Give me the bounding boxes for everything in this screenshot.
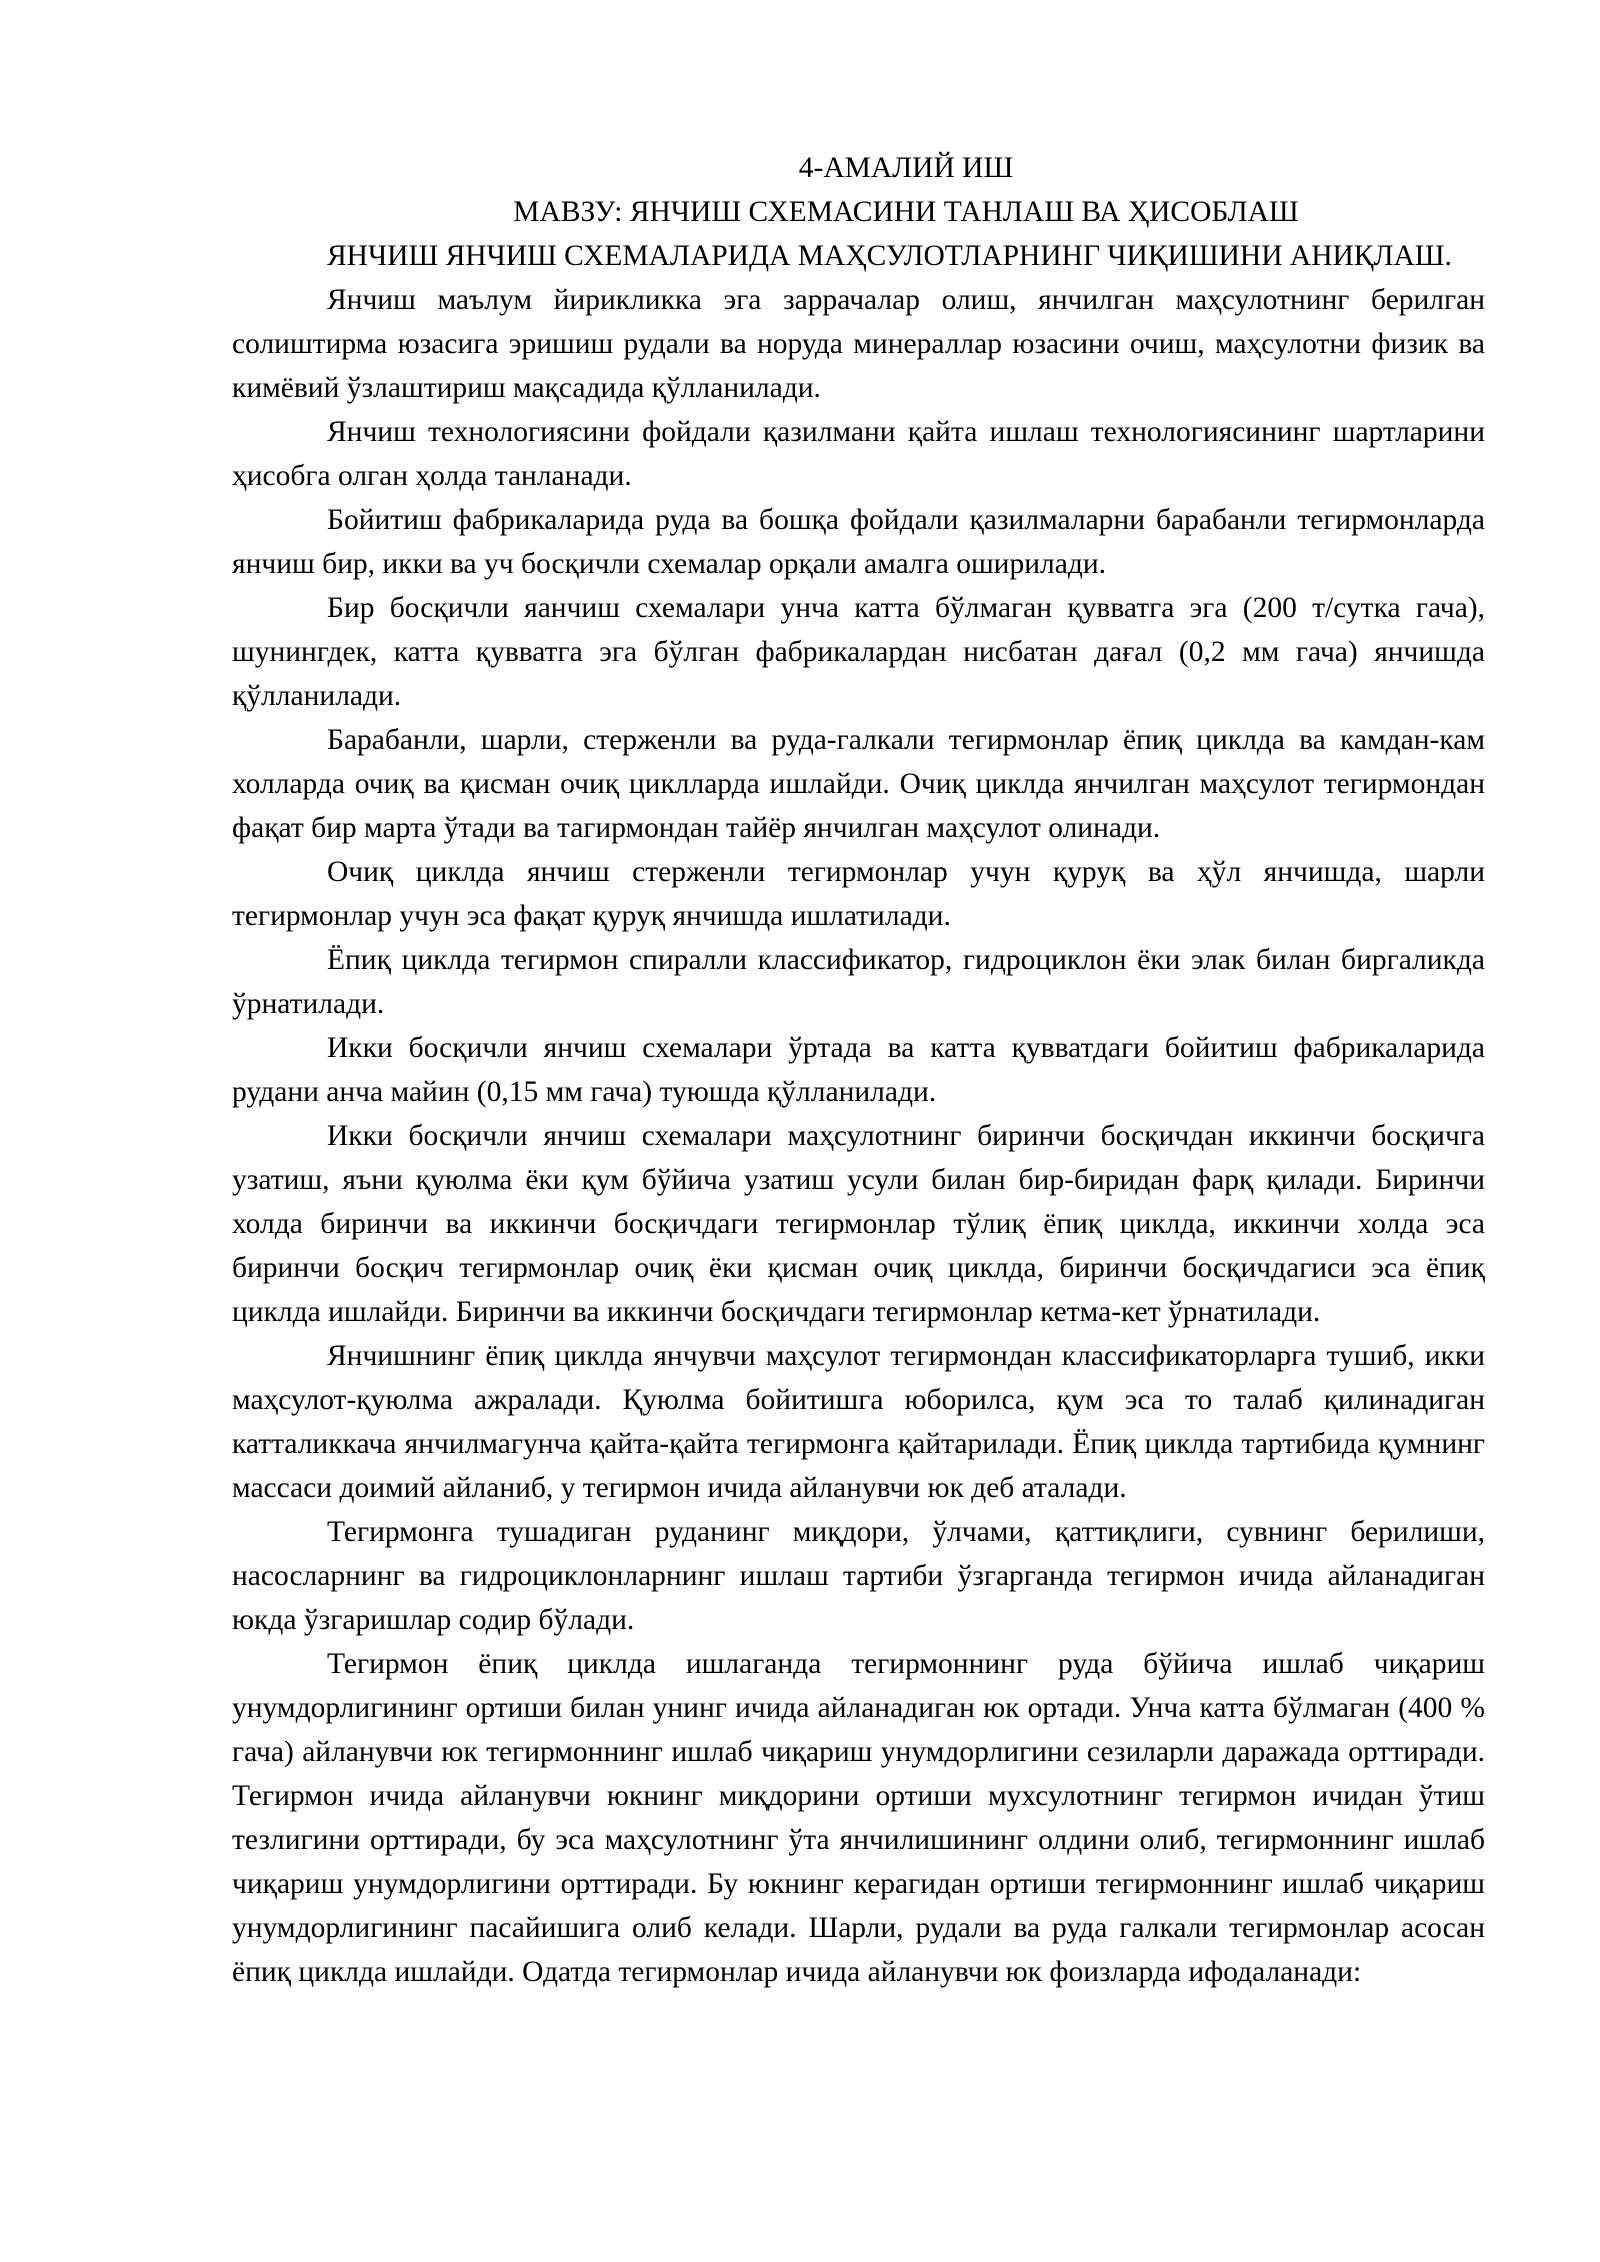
- body-paragraph: Барабанли, шарли, стерженли ва руда-галкали тегирмонлар ёпиқ циклда ва камдан-кам холларда очиқ ва қисман очиқ циклларда ишлайди. Очиқ циклда янчилган маҳсулот тегирмондан фақат бир марта ўтади ва тагирмондан тайёр янчилган маҳсулот олинади.: [232, 724, 1485, 844]
- body-paragraph: Тегирмонга тушадиган руданинг миқдори, ўлчами, қаттиқлиги, сувнинг берилиши, насосларнинг ва гидроциклонларнинг ишлаш тартиби ўзгарганда тегирмон ичида айланадиган юкда ўзгаришлар содир бўлади.: [232, 1516, 1485, 1636]
- body-paragraph: Янчиш технологиясини фойдали қазилмани қайта ишлаш технологиясининг шартларини ҳисобга олган ҳолда танланади.: [232, 416, 1485, 492]
- body-paragraph: Икки босқичли янчиш схемалари ўртада ва катта қувватдаги бойитиш фабрикаларида рудани анча майин (0,15 мм гача) туюшда қўлланилади.: [232, 1032, 1485, 1108]
- document-body: [232, 278, 1485, 1994]
- body-paragraph: Очиқ циклда янчиш стерженли тегирмонлар учун қуруқ ва ҳўл янчишда, шарли тегирмонлар учун эса фақат қуруқ янчишда ишлатилади.: [232, 856, 1485, 932]
- body-paragraph: Тегирмон ёпиқ циклда ишлаганда тегирмоннинг руда бўйича ишлаб чиқариш унумдорлигининг ортиши билан унинг ичида айланадиган юк ортади. Унча катта бўлмаган (400 % гача) айланувчи юк тегирмоннинг ишлаб чиқариш унумдорлигини сезиларли даражада орттиради. Тегирмон ичида айланувчи юкнинг миқдорини ортиши мухсулотнинг тегирмон ичидан ўтиш тезлигини орттиради, бу эса маҳсулотнинг ўта янчилишининг олдини олиб, тегирмоннинг ишлаб чиқариш унумдорлигини орттиради. Бу юкнинг керагидан ортиши тегирмоннинг ишлаб чиқариш унумдорлигининг пасайишига олиб келади. Шарли, рудали ва руда галкали тегирмонлар асосан ёпиқ циклда ишлайди. Одатда тегирмонлар ичида айланувчи юк фоизларда ифодаланади:: [232, 1648, 1485, 1988]
- body-paragraph: Бир босқичли яанчиш схемалари унча катта бўлмаган қувватга эга (200 т/сутка гача), шунингдек, катта қувватга эга бўлган фабрикалардан нисбатан дағал (0,2 мм гача) янчишда қўлланилади.: [232, 592, 1485, 712]
- body-paragraph: Янчиш маълум йирикликка эга заррачалар олиш, янчилган маҳсулотнинг берилган солиштирма юзасига эришиш рудали ва норуда минераллар юзасини очиш, маҳсулотни физик ва кимёвий ўзлаштириш мақсадида қўлланилади.: [232, 284, 1485, 404]
- body-paragraph: Икки босқичли янчиш схемалари маҳсулотнинг биринчи босқичдан иккинчи босқичга узатиш, яъни қуюлма ёки қум бўйича узатиш усули билан бир-биридан фарқ қилади. Биринчи холда биринчи ва иккинчи босқичдаги тегирмонлар тўлиқ ёпиқ циклда, иккинчи холда эса биринчи босқич тегирмонлар очиқ ёки қисман очиқ циклда, биринчи босқичдагиси эса ёпиқ циклда ишлайди. Биринчи ва иккинчи босқичдаги тегирмонлар кетма-кет ўрнатилади.: [232, 1120, 1485, 1328]
- body-paragraph: Бойитиш фабрикаларида руда ва бошқа фойдали қазилмаларни барабанли тегирмонларда янчиш бир, икки ва уч босқичли схемалар орқали амалга оширилади.: [232, 504, 1485, 580]
- body-paragraph: Ёпиқ циклда тегирмон спиралли классификатор, гидроциклон ёки элак билан биргаликда ўрнатилади.: [232, 944, 1485, 1020]
- document-topic-title: МАВЗУ: ЯНЧИШ СХЕМАСИНИ ТАНЛАШ ВА ҲИСОБЛАШ: [513, 196, 1299, 228]
- document-subtitle: ЯНЧИШ ЯНЧИШ СХЕМАЛАРИДА МАҲСУЛОТЛАРНИНГ ЧИҚИШИНИ АНИҚЛАШ.: [327, 240, 1452, 272]
- document-title: 4-АМАЛИЙ ИШ: [798, 152, 1014, 184]
- body-paragraph: Янчишнинг ёпиқ циклда янчувчи маҳсулот тегирмондан классификаторларга тушиб, икки маҳсулот-қуюлма ажралади. Қуюлма бойитишга юборилса, қум эса то талаб қилинадиган катталиккача янчилмагунча қайта-қайта тегирмонга қайтарилади. Ёпиқ циклда тартибида қумнинг массаси доимий айланиб, у тегирмон ичида айланувчи юк деб аталади.: [232, 1340, 1485, 1504]
